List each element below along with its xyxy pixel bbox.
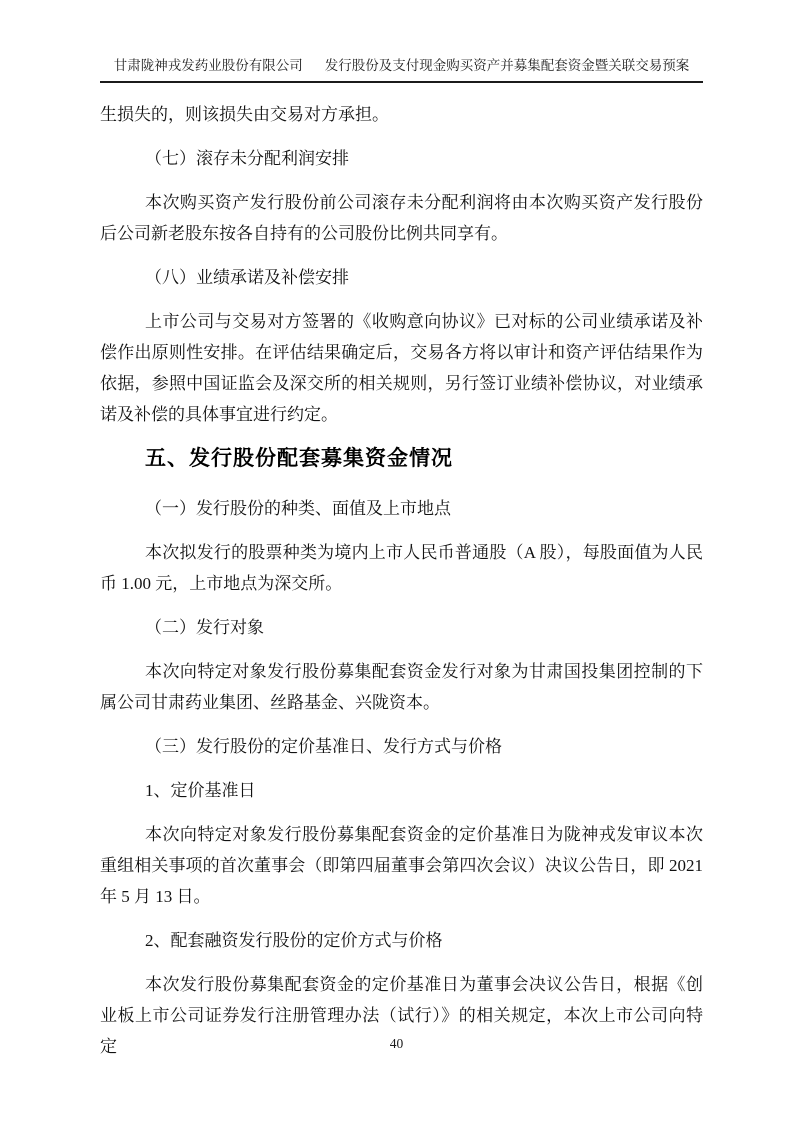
- subsection-heading-7: （七）滚存未分配利润安排: [145, 149, 349, 168]
- subsection-heading-8: （八）业绩承诺及补偿安排: [145, 268, 349, 287]
- paragraph-runover: 本次发行股份募集配套资金的定价基准日为董事会决议公告日，根据《创业板上市公司证券发行注册管理办法（试行）》的相关规定，本次上市公司向特定: [100, 975, 703, 1056]
- header-document-title: 发行股份及支付现金购买资产并募集配套资金暨关联交易预案: [324, 58, 690, 73]
- paragraph: 上市公司与交易对方签署的《收购意向协议》已对标的公司业绩承诺及补偿作出原则性安排。在评估结果确定后，交易各方将以审计和资产评估结果作为依据，参照中国证监会及深交所的相关规则，另行签订业绩补偿协议，对业绩承诺及补偿的具体事宜进行约定。: [100, 312, 703, 424]
- paragraph: 本次向特定对象发行股份募集配套资金的定价基准日为陇神戎发审议本次重组相关事项的首次董事会（即第四届董事会第四次会议）决议公告日，即 2021 年 5 月 13 日。: [100, 825, 703, 906]
- page-header: [100, 0, 703, 83]
- numbered-heading-2: 2、配套融资发行股份的定价方式与价格: [145, 931, 443, 950]
- paragraph: 本次拟发行的股票种类为境内上市人民币普通股（A 股），每股面值为人民币 1.00 元，上市地点为深交所。: [100, 543, 703, 593]
- numbered-heading-1: 1、定价基准日: [145, 781, 256, 800]
- subsection-heading-2: （二）发行对象: [145, 618, 264, 637]
- paragraph: 本次向特定对象发行股份募集配套资金发行对象为甘肃国投集团控制的下属公司甘肃药业集团、丝路基金、兴陇资本。: [100, 662, 703, 712]
- document-body: [100, 83, 703, 1062]
- section-heading-5: 五、发行股份配套募集资金情况: [145, 446, 453, 470]
- subsection-heading-1: （一）发行股份的种类、面值及上市地点: [145, 499, 451, 518]
- paragraph: 本次购买资产发行股份前公司滚存未分配利润将由本次购买资产发行股份后公司新老股东按各自持有的公司股份比例共同享有。: [100, 193, 703, 243]
- paragraph-continued: 生损失的，则该损失由交易对方承担。: [100, 105, 389, 124]
- page-number: 40: [389, 1036, 404, 1051]
- header-company-name: 甘肃陇神戎发药业股份有限公司: [113, 58, 303, 73]
- subsection-heading-3: （三）发行股份的定价基准日、发行方式与价格: [145, 737, 502, 756]
